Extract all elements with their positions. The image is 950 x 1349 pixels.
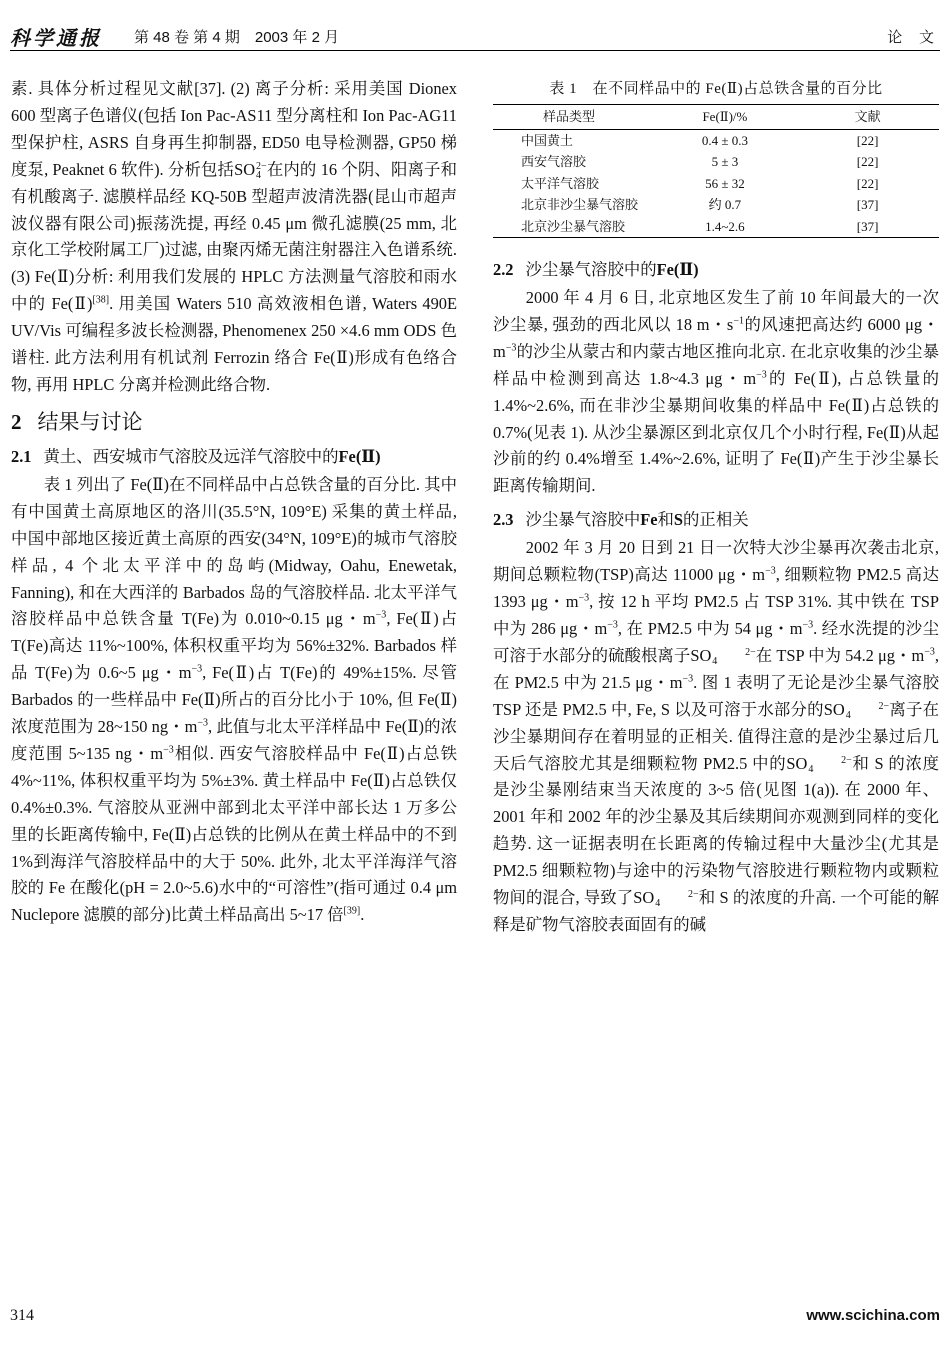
column-header: 样品类型 <box>493 105 654 130</box>
table-cell: 太平洋气溶胶 <box>521 175 600 191</box>
table-cell: 1.4~2.6 <box>654 216 797 238</box>
table-cell: 5 ± 3 <box>711 154 739 169</box>
table-cell: 约 0.7 <box>708 197 742 212</box>
page-footer <box>10 1307 940 1331</box>
right-column <box>493 76 939 939</box>
paragraph-2-1: 表 1 列出了 Fe(Ⅱ)在不同样品中占总铁含量的百分比. 其中有中国黄土高原地区的洛川(35.5°N, 109°E) 采集的黄土样品, 中国中部地区接近黄土高原的西安(34°N, 109°E)的城市气溶胶样品, 4 个北太平洋中的岛屿(Midway, Oahu, Enewetak, Fanning), 和在大西洋的 Barbados 岛的气溶胶样品. 北太平洋气溶胶样品中总铁含量 T(Fe)为 0.010~0.15 μg・$m^{-3}$, Fe(Ⅱ)占 T(Fe)高达 11%~100%, 体积权重平均为 56%±32%. Barbados 样品 T(Fe)为 0.6~5 μg・$m^{-3}$, Fe(Ⅱ)占 T(Fe)的 49%±15%. 尽管 Barbados 的一些样品中 Fe(Ⅱ)所占的百分比小于 10%, 但 Fe(Ⅱ)浓度范围为 28~150 ng・$m^{-3}$, 此值与北太平洋样品中 Fe(Ⅱ)的浓度范围 5~135 ng・$m^{-3}$相似. 西安气溶胶样品中 Fe(Ⅱ)占总铁 4%~11%, 体积权重平均为 5%±3%. 黄土样品中 Fe(Ⅱ)占总铁仅 0.4%±0.3%. 气溶胶从亚洲中部到北太平洋中部长达 1 万多公里的长距离传输中, Fe(Ⅱ)占总铁的比例从在黄土样品中的不到 1%到海洋气溶胶样品中的大于 50%. 此外, 北太平洋海洋气溶胶的 Fe 在酸化(pH = 2.0~5.6)水中的“可溶性”(指可通过 0.4 μm Nuclepore 滤膜的部分)比黄土样品高出 5~17 倍[39]. <box>11 474 458 925</box>
subsection-heading-2-3: 2.3 沙尘暴气溶胶中Fe和S的正相关 <box>493 510 749 530</box>
table-cell: 北京沙尘暴气溶胶 <box>493 216 654 238</box>
table-cell: 西安气溶胶 <box>521 154 587 169</box>
left-column <box>11 76 457 929</box>
table-cell: [22] <box>856 132 879 148</box>
sulfate-formula: SO 2− 4 <box>633 888 699 910</box>
column-header: Fe(Ⅱ)/% <box>654 105 797 130</box>
table-caption: 表 1 在不同样品中的 Fe(Ⅱ)占总铁含量的百分比 <box>549 81 883 97</box>
page-header <box>10 20 940 51</box>
section-label: 论 文 <box>887 28 940 46</box>
table-cell: 中国黄土 <box>521 132 574 148</box>
table-cell: [37] <box>796 216 939 238</box>
table-cell: [22] <box>856 175 879 191</box>
table-cell: 0.4 ± 0.3 <box>701 132 748 148</box>
data-table <box>493 104 939 238</box>
issue-info: 第 48 卷 第 4 期 2003 年 2 月 <box>134 29 340 46</box>
table-row <box>493 194 939 216</box>
table-cell: 56 ± 32 <box>705 175 745 191</box>
table-cell: 北京非沙尘暴气溶胶 <box>521 197 639 212</box>
paragraph-2-3: 2002 年 3 月 20 日到 21 日一次特大沙尘暴再次袭击北京, 期间总颗粒物(TSP)高达 11000 μg・$m^{-3}$, 细颗粒物 PM2.5 高达 1393 μg・$m^{-3}$, 按 12 h 平均 PM2.5 占 TSP 31%. 其中铁在 TSP 中为 286 μg・$m^{-3}$, 在 PM2.5 中为 54 μg・$m^{-3}$. 经水洗提的沙尘可溶于水部分的硫酸根离子SO 2− 4 在 TSP 中为 54.2 μg・$m^{-3}$, 在 PM2.5 中为 21.5 μg・$m^{-3}$. 图 1 表明了无论是沙尘暴气溶胶 TSP 还是 PM2.5 中, Fe, S 以及可溶于水部分的SO 2− 4 离子在沙尘暴期间存在着明显的正相关. 值得注意的是沙尘暴过后几天后气溶胶尤其是细颗粒物 PM2.5 中的SO 2− 4 和 S 的浓度是沙尘暴刚结束当天浓度的 3~5 倍(见图 1(a)). 在 2000 年、2001 年和 2002 年的沙尘暴及其后续期间亦观测到同样的变化趋势. 这一证据表明在长距离的传输过程中大量沙尘(尤其是 PM2.5 细颗粒物)与途中的污染物气溶胶进行颗粒物内或颗粒物间的混合, 导致了SO 2− 4 和 S 的浓度的升高. 一个可能的解释是矿物气溶胶表面固有的碱 <box>493 538 940 934</box>
journal-logo: 科学通报 <box>10 28 102 50</box>
table-cell: [22] <box>856 154 879 169</box>
citation[interactable]: [38] <box>92 294 110 306</box>
table-row <box>493 129 939 151</box>
table-row <box>493 151 939 173</box>
website-link[interactable]: www.scichina.com <box>806 1307 940 1324</box>
citation[interactable]: [39] <box>343 905 361 917</box>
sulfate-formula: SO 2− 4 <box>690 645 756 668</box>
sulfate-formula: SO 2− 4 <box>823 699 890 721</box>
sulfate-formula: SO 2− 4 <box>786 753 852 775</box>
section-heading-2: 2 结果与讨论 <box>11 409 143 434</box>
table-cell: [37] <box>856 197 879 212</box>
subsection-heading-2-1: 2.1 黄土、西安城市气溶胶及远洋气溶胶中的Fe(Ⅱ) <box>11 446 381 466</box>
paragraph-2-2: 2000 年 4 月 6 日, 北京地区发生了前 10 年间最大的一次沙尘暴, 强劲的西北风以 18 m・$s^{-1}$的风速把高达约 6000 μg・$m^{-3}$的沙尘从蒙古和内蒙古地区推向北京. 在北京收集的沙尘暴样品中检测到高达 1.8~4.3 μg・$m^{-3}$的 Fe(Ⅱ), 占总铁量的 1.4%~2.6%, 而在非沙尘暴期间收集的样品中 Fe(Ⅱ)占总铁的 0.7%(见表 1). 从沙尘暴源区到北京仅几个小时行程, Fe(Ⅱ)从起沙前的约 0.4%增至 1.4%~2.6%, 证明了 Fe(Ⅱ)产生于沙尘暴长距离传输期间. <box>493 288 939 496</box>
paragraph-methods: 素. 具体分析过程见文献[37]. (2) 离子分析: 采用美国 Dionex 600 型离子色谱仪(包括 Ion Pac-AS11 型分离柱和 Ion Pac-AG11 型保护柱, ASRS 自身再生抑制器, ED50 电导检测器, GP50 梯度泵, Peaknet 6 软件). 分析包括SO2− 4 在内的 16 个阴、阳离子和有机酸离子. 滤膜样品经 KQ-50B 型超声波清洗器(昆山市超声波仪器有限公司)振荡洗提, 再经 0.45 μm 微孔滤膜(25 mm, 北京化工学校附属工厂)过滤, 由聚丙烯无菌注射器注入色谱系统. (3) Fe(Ⅱ)分析: 利用我们发展的 HPLC 方法测量气溶胶和雨水中的 Fe(Ⅱ)[38]. 用美国 Waters 510 高效液相色谱, Waters 490E UV/Vis 可编程多波长检测器, Phenomenex 250 ×4.6 mm ODS 色谱柱. 此方法利用有机试剂 Ferrozin 络合 Fe(Ⅱ)形成有色络合物, 再用 HPLC 分离并检测此络合物. <box>11 79 457 394</box>
table-row <box>493 173 939 195</box>
column-header: 文献 <box>796 105 939 130</box>
subsection-heading-2-2: 2.2 沙尘暴气溶胶中的Fe(Ⅱ) <box>493 260 699 279</box>
table-row <box>493 216 939 238</box>
table-1 <box>493 76 939 238</box>
sulfate-formula: SO2− 4 <box>234 159 267 181</box>
page-number: 314 <box>10 1307 34 1324</box>
table-header-row <box>493 105 939 130</box>
